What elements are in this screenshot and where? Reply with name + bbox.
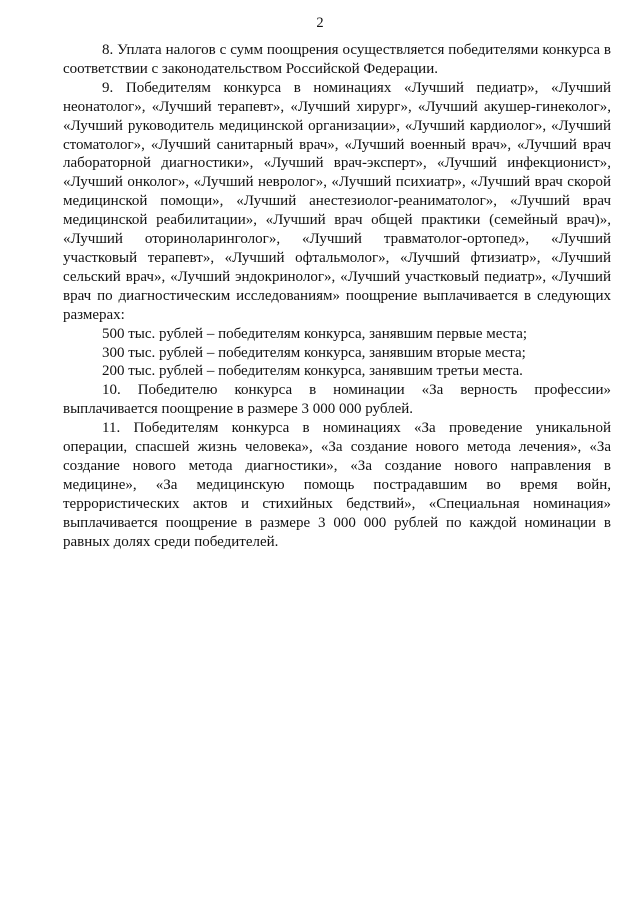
reward-third-place: 200 тыс. рублей – победителям конкурса, занявшим третьи места. bbox=[102, 363, 523, 380]
paragraph-8-tax: 8. Уплата налогов с сумм поощрения осуществляется победителями конкурса в соответствии с законодательством Российской Федерации. bbox=[63, 42, 611, 77]
paragraph-9-nominations: 9. Победителям конкурса в номинациях «Лучший педиатр», «Лучший неонатолог», «Лучший терапевт», «Лучший хирург», «Лучший акушер-гинеколог», «Лучший руководитель медицинской организации», «Лучший кардиолог», «Лучший стоматолог», «Лучший санитарный врач», «Лучший военный врач», «Лучший врач лабораторной диагностики», «Лучший врач-эксперт», «Лучший инфекционист», «Лучший онколог», «Лучший невролог», «Лучший психиатр», «Лучший врач скорой медицинской помощи», «Лучший анестезиолог-реаниматолог», «Лучший врач медицинской реабилитации», «Лучший врач общей практики (семейный врач)», «Лучший оториноларинголог», «Лучший травматолог-ортопед», «Лучший участковый терапевт», «Лучший офтальмолог», «Лучший фтизиатр», «Лучший сельский врач», «Лучший эндокринолог», «Лучший участковый педиатр», «Лучший врач по диагностическим исследованиям» поощрение выплачивается в следующих размерах: bbox=[63, 79, 611, 323]
page-number: 2 bbox=[316, 15, 324, 31]
reward-second-place: 300 тыс. рублей – победителям конкурса, занявшим вторые места; bbox=[102, 344, 526, 361]
paragraph-11-special-nominations: 11. Победителям конкурса в номинациях «За проведение уникальной операции, спасшей жизнь человека», «За создание нового метода лечения», «За создание нового метода диагностики», «За создание нового направления в медицине», «За медицинскую помощь пострадавшим во время войн, террористических актов и стихийных бедствий», «Специальная номинация» выплачивается поощрение в размере 3 000 000 рублей по каждой номинации в равных долях среди победителей. bbox=[63, 420, 611, 550]
reward-first-place: 500 тыс. рублей – победителям конкурса, занявшим первые места; bbox=[102, 325, 528, 342]
document-body bbox=[63, 41, 611, 551]
paragraph-10-loyalty: 10. Победителю конкурса в номинации «За верность профессии» выплачивается поощрение в размере 3 000 000 рублей. bbox=[63, 382, 611, 418]
